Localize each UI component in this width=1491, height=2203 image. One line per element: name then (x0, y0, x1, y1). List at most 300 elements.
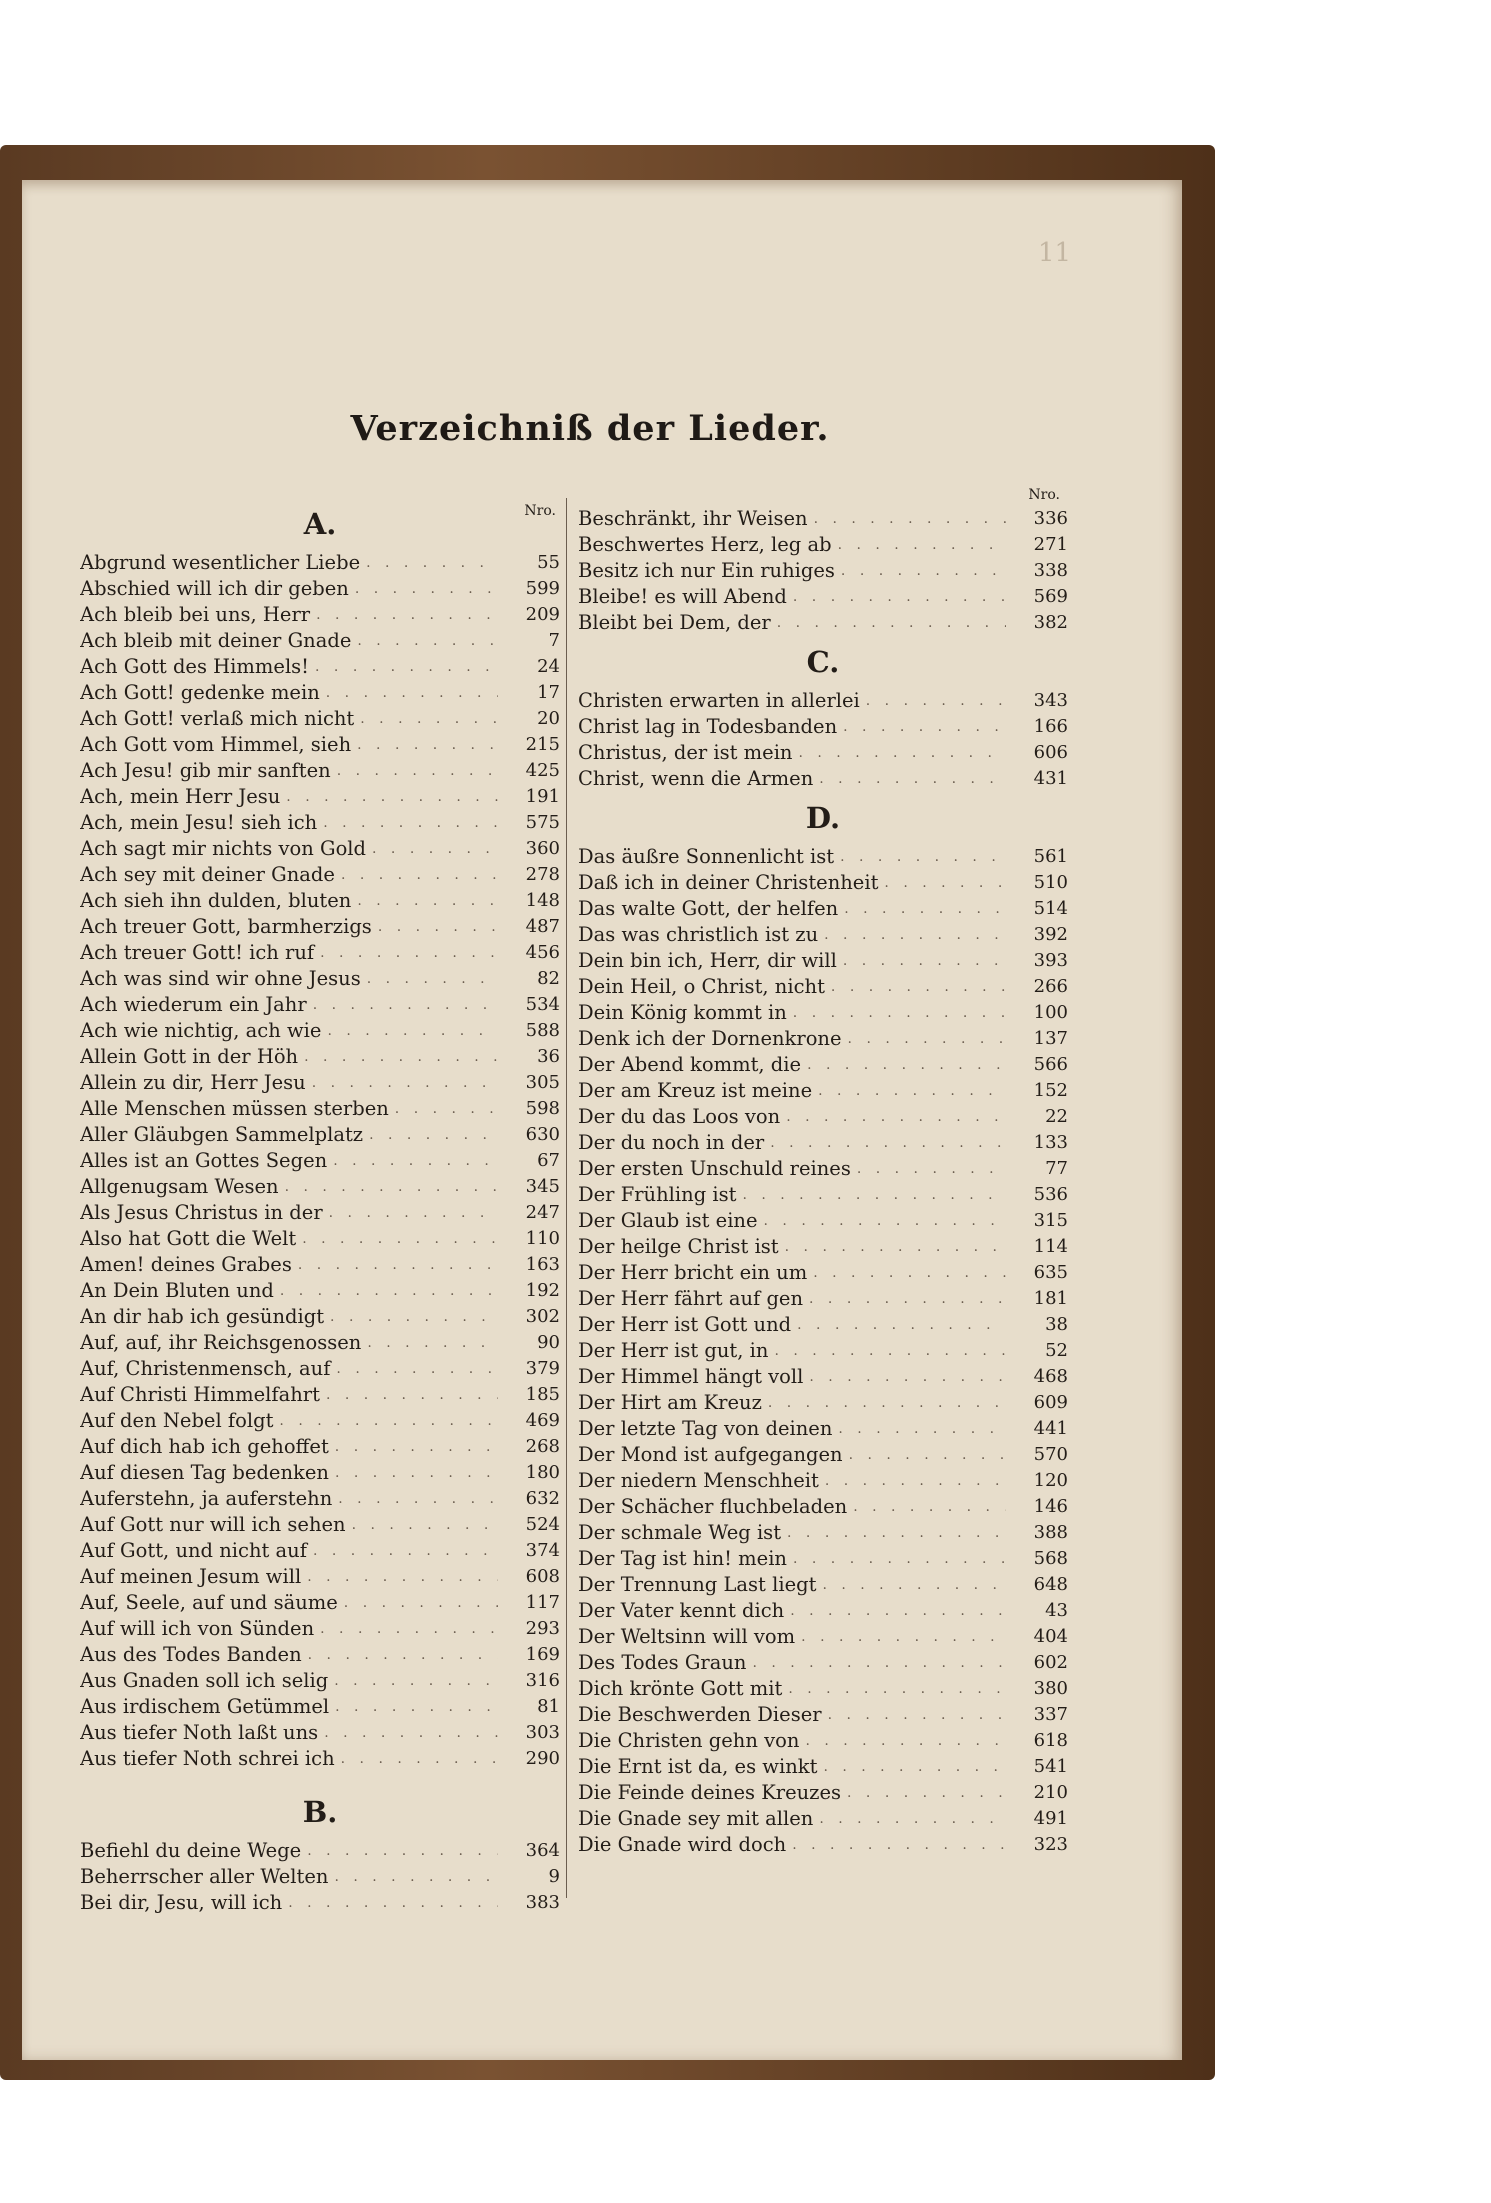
leader-dots (860, 688, 1006, 714)
hymn-number: 602 (1033, 1652, 1068, 1673)
hymn-number: 247 (525, 1202, 560, 1223)
hymn-number: 303 (525, 1722, 560, 1743)
index-entry (80, 1890, 560, 1916)
hymn-title: Der du noch in der (578, 1131, 765, 1154)
hymn-number: 404 (1033, 1626, 1068, 1647)
leader-dots (349, 576, 498, 602)
leader-dots (834, 844, 1006, 870)
hymn-number: 209 (525, 604, 560, 625)
index-entry (80, 1304, 560, 1330)
index-entry (80, 550, 560, 576)
hymn-number: 392 (1033, 924, 1068, 945)
hymn-title: Auf meinen Jesum will (80, 1565, 302, 1588)
leader-dots (321, 1018, 498, 1044)
hymn-title: Das walte Gott, der helfen (578, 897, 839, 920)
index-entry (80, 1200, 560, 1226)
hymn-number: 191 (525, 786, 560, 807)
hymn-number: 146 (1033, 1496, 1068, 1517)
leader-dots (346, 1512, 498, 1538)
index-entry (578, 506, 1068, 532)
hymn-title: Die Beschwerden Dieser (578, 1703, 822, 1726)
index-entry (80, 1018, 560, 1044)
hymn-number: 315 (1033, 1210, 1068, 1231)
leader-dots (360, 550, 498, 576)
hymn-title: Christus, der ist mein (578, 741, 793, 764)
leader-dots (795, 1624, 1006, 1650)
leader-dots (786, 1832, 1006, 1858)
index-entry (578, 1546, 1068, 1572)
hymn-number: 575 (525, 812, 560, 833)
hymn-title: An dir hab ich gesündigt (80, 1305, 325, 1328)
index-entry (578, 1234, 1068, 1260)
hymn-title: Ach Gott des Himmels! (80, 655, 310, 678)
index-entry (578, 1208, 1068, 1234)
hymn-title: Der Glaub ist eine (578, 1209, 758, 1232)
hymn-title: Aus irdischem Getümmel (80, 1695, 330, 1718)
hymn-title: Der letzte Tag von deinen (578, 1417, 833, 1440)
index-entry (578, 1026, 1068, 1052)
index-entry (80, 1434, 560, 1460)
hymn-title: Der Herr ist gut, in (578, 1339, 769, 1362)
hymn-title: Ach Gott! verlaß mich nicht (80, 707, 355, 730)
leader-dots (307, 992, 498, 1018)
hymn-number: 541 (1033, 1756, 1068, 1777)
hymn-title: Amen! deines Grabes (80, 1253, 292, 1276)
section-spacer (80, 1772, 560, 1786)
hymn-title: Der du das Loos von (578, 1105, 781, 1128)
hymn-title: Alle Menschen müssen sterben (80, 1097, 389, 1120)
hymn-title: Der heilge Christ ist (578, 1235, 779, 1258)
hymn-title: Abschied will ich dir geben (80, 577, 349, 600)
hymn-title: Die Gnade sey mit allen (578, 1807, 814, 1830)
index-column-left (80, 498, 560, 1916)
leader-dots (320, 680, 498, 706)
hymn-number: 510 (1033, 872, 1068, 893)
hymn-title: Ach sey mit deiner Gnade (80, 863, 335, 886)
index-entry (80, 706, 560, 732)
hymn-number: 380 (1033, 1678, 1068, 1699)
index-entry (80, 888, 560, 914)
hymn-title: Der Weltsinn will vom (578, 1625, 796, 1648)
section-letter: A. (303, 507, 337, 541)
hymn-number: 215 (525, 734, 560, 755)
hymn-number: 635 (1033, 1262, 1068, 1283)
section-letter: C. (806, 645, 840, 679)
leader-dots (851, 1156, 1006, 1182)
index-entry (80, 628, 560, 654)
leader-dots (338, 1590, 498, 1616)
hymn-title: Dein Heil, o Christ, nicht (578, 975, 825, 998)
hymn-title: Die Gnade wird doch (578, 1833, 787, 1856)
index-entry (80, 1408, 560, 1434)
hymn-number: 393 (1033, 950, 1068, 971)
hymn-title: Der ersten Unschuld reines (578, 1157, 851, 1180)
hymn-number: 338 (1033, 560, 1068, 581)
hymn-number: 360 (525, 838, 560, 859)
index-entry (80, 1694, 560, 1720)
hymn-number: 137 (1033, 1028, 1068, 1049)
leader-dots (335, 1746, 498, 1772)
column-divider (566, 498, 567, 1898)
hymn-title: Also hat Gott die Welt (80, 1227, 297, 1250)
hymn-title: Die Christen gehn von (578, 1729, 800, 1752)
hymn-number: 110 (525, 1228, 560, 1249)
hymn-title: Der Herr ist Gott und (578, 1313, 792, 1336)
leader-dots (366, 836, 498, 862)
leader-dots (781, 1520, 1006, 1546)
hymn-number: 293 (525, 1618, 560, 1639)
index-entry (80, 602, 560, 628)
index-entry (80, 1864, 560, 1890)
hymn-title: Ach, mein Jesu! sieh ich (80, 811, 318, 834)
leader-dots (803, 1286, 1006, 1312)
hymn-number: 77 (1045, 1158, 1068, 1179)
hymn-number: 271 (1033, 534, 1068, 555)
leader-dots (835, 558, 1006, 584)
hymn-number: 608 (525, 1566, 560, 1587)
hymn-title: Des Todes Graun (578, 1651, 747, 1674)
hymn-number: 536 (1033, 1184, 1068, 1205)
hymn-number: 598 (525, 1098, 560, 1119)
leader-dots (317, 810, 498, 836)
index-entry (80, 966, 560, 992)
index-entry (578, 1338, 1068, 1364)
leader-dots (787, 1546, 1006, 1572)
leader-dots (878, 870, 1006, 896)
hymn-title: Dein König kommt in (578, 1001, 787, 1024)
hymn-number: 379 (525, 1358, 560, 1379)
index-entry (578, 1832, 1068, 1858)
index-entry (578, 1494, 1068, 1520)
hymn-title: Aus tiefer Noth laßt uns (80, 1721, 319, 1744)
index-entry (578, 1390, 1068, 1416)
hymn-number: 38 (1045, 1314, 1068, 1335)
hymn-number: 618 (1033, 1730, 1068, 1751)
hymn-title: Beschränkt, ihr Weisen (578, 507, 808, 530)
index-entry (578, 1000, 1068, 1026)
hymn-number: 20 (537, 708, 560, 729)
leader-dots (812, 1078, 1006, 1104)
hymn-number: 630 (525, 1124, 560, 1145)
hymn-title: Das äußre Sonnenlicht ist (578, 845, 835, 868)
leader-dots (351, 888, 498, 914)
hymn-number: 337 (1033, 1704, 1068, 1725)
leader-dots (328, 1668, 498, 1694)
hymn-number: 570 (1033, 1444, 1068, 1465)
index-entry (578, 558, 1068, 584)
hymn-number: 17 (537, 682, 560, 703)
leader-dots (314, 1616, 498, 1642)
hymn-title: Ach sagt mir nichts von Gold (80, 837, 367, 860)
leader-dots (787, 1000, 1006, 1026)
hymn-title: Ach bleib bei uns, Herr (80, 603, 311, 626)
leader-dots (361, 966, 498, 992)
hymn-number: 632 (525, 1488, 560, 1509)
hymn-number: 606 (1033, 742, 1068, 763)
hymn-number: 36 (537, 1046, 560, 1067)
hymn-title: Auf Christi Himmelfahrt (80, 1383, 320, 1406)
hymn-title: Ach sieh ihn dulden, bluten (80, 889, 352, 912)
leader-dots (280, 784, 498, 810)
hymn-number: 114 (1033, 1236, 1068, 1257)
index-entry (578, 1624, 1068, 1650)
leader-dots (758, 1208, 1006, 1234)
section-letter-heading (80, 498, 560, 550)
section-letter-heading (578, 636, 1068, 688)
hymn-title: Der schmale Weg ist (578, 1521, 782, 1544)
hymn-title: Befiehl du deine Wege (80, 1839, 302, 1862)
hymn-title: Auf Gott nur will ich sehen (80, 1513, 346, 1536)
index-entry (80, 1486, 560, 1512)
hymn-number: 588 (525, 1020, 560, 1041)
leader-dots (784, 1598, 1006, 1624)
hymn-number: 599 (525, 578, 560, 599)
hymn-title: Beschwertes Herz, leg ab (578, 533, 832, 556)
leader-dots (372, 914, 498, 940)
hymn-number: 468 (1033, 1366, 1068, 1387)
hymn-title: Der Mond ist aufgegangen (578, 1443, 843, 1466)
index-entry (80, 836, 560, 862)
leader-dots (762, 1390, 1006, 1416)
leader-dots (320, 1382, 498, 1408)
leader-dots (736, 1182, 1006, 1208)
leader-dots (817, 1754, 1006, 1780)
hymn-title: Ach bleib mit deiner Gnade (80, 629, 352, 652)
hymn-title: Die Ernt ist da, es winkt (578, 1755, 818, 1778)
hymn-title: Der niedern Menschheit (578, 1469, 819, 1492)
hymn-number: 268 (525, 1436, 560, 1457)
index-entry (578, 766, 1068, 792)
leader-dots (818, 922, 1006, 948)
leader-dots (329, 1460, 498, 1486)
hymn-number: 180 (525, 1462, 560, 1483)
hymn-number: 120 (1033, 1470, 1068, 1491)
leader-dots (301, 1564, 498, 1590)
hymn-title: Der Hirt am Kreuz (578, 1391, 762, 1414)
index-entry (80, 1642, 560, 1668)
leader-dots (799, 1728, 1006, 1754)
index-entry (578, 1598, 1068, 1624)
hymn-title: Auf den Nebel folgt (80, 1409, 274, 1432)
index-entry (578, 532, 1068, 558)
hymn-title: Allein Gott in der Höh (80, 1045, 299, 1068)
hymn-title: Der Frühling ist (578, 1183, 737, 1206)
index-entry (578, 1780, 1068, 1806)
leader-dots (332, 1486, 498, 1512)
leader-dots (307, 1538, 498, 1564)
hymn-number: 648 (1033, 1574, 1068, 1595)
leader-dots (335, 862, 498, 888)
hymn-title: Ach wie nichtig, ach wie (80, 1019, 322, 1042)
leader-dots (351, 628, 498, 654)
index-entry (80, 1330, 560, 1356)
index-entry (80, 1616, 560, 1642)
leader-dots (314, 940, 498, 966)
hymn-title: Auf Gott, und nicht auf (80, 1539, 307, 1562)
index-entry (578, 584, 1068, 610)
hymn-number: 181 (1033, 1288, 1068, 1309)
hymn-number: 192 (525, 1280, 560, 1301)
hymn-number: 374 (525, 1540, 560, 1561)
section-letter: B. (302, 1795, 338, 1829)
index-entry (578, 1676, 1068, 1702)
index-entry (80, 1838, 560, 1864)
index-entry (80, 732, 560, 758)
hymn-number: 7 (548, 630, 560, 651)
hymn-title: Der Vater kennt dich (578, 1599, 785, 1622)
leader-dots (825, 974, 1006, 1000)
index-entry (578, 1416, 1068, 1442)
hymn-title: Daß ich in deiner Christenheit (578, 871, 879, 894)
index-entry (578, 688, 1068, 714)
leader-dots (282, 1890, 498, 1916)
hymn-number: 67 (537, 1150, 560, 1171)
index-entry (80, 1070, 560, 1096)
index-column-right (578, 484, 1068, 1858)
leader-dots (807, 1260, 1006, 1286)
index-entry (578, 922, 1068, 948)
hymn-title: Christen erwarten in allerlei (578, 689, 860, 712)
index-entry (80, 1252, 560, 1278)
hymn-number: 456 (525, 942, 560, 963)
hymn-number: 487 (525, 916, 560, 937)
hymn-title: Auf, Seele, auf und säume (80, 1591, 338, 1614)
leader-dots (746, 1650, 1006, 1676)
leader-dots (843, 1442, 1006, 1468)
hymn-title: Dein bin ich, Herr, dir will (578, 949, 837, 972)
hymn-title: Alles ist an Gottes Segen (80, 1149, 328, 1172)
hymn-title: Auf, Christenmensch, auf (80, 1357, 331, 1380)
faint-page-number: 11 (1038, 238, 1072, 268)
leader-dots (301, 1838, 498, 1864)
hymn-number: 561 (1033, 846, 1068, 867)
leader-dots (813, 766, 1006, 792)
leader-dots (764, 1130, 1006, 1156)
hymn-title: Besitz ich nur Ein ruhiges (578, 559, 835, 582)
hymn-number: 82 (537, 968, 560, 989)
hymn-number: 388 (1033, 1522, 1068, 1543)
index-entry (578, 948, 1068, 974)
leader-dots (318, 1720, 498, 1746)
hymn-number: 323 (1033, 1834, 1068, 1855)
hymn-number: 345 (525, 1176, 560, 1197)
index-entry (80, 1564, 560, 1590)
leader-dots (808, 506, 1006, 532)
hymn-title: Christ, wenn die Armen (578, 767, 814, 790)
leader-dots (361, 1330, 498, 1356)
index-entry (578, 1442, 1068, 1468)
hymn-number: 609 (1033, 1392, 1068, 1413)
hymn-number: 81 (537, 1696, 560, 1717)
hymn-number: 534 (525, 994, 560, 1015)
hymn-title: Beherrscher aller Welten (80, 1865, 329, 1888)
hymn-title: Auf diesen Tag bedenken (80, 1461, 329, 1484)
index-entry (578, 1754, 1068, 1780)
hymn-title: Der Trennung Last liegt (578, 1573, 817, 1596)
hymn-number: 166 (1033, 716, 1068, 737)
leader-dots (327, 1148, 498, 1174)
hymn-number: 100 (1033, 1002, 1068, 1023)
index-entry (80, 1148, 560, 1174)
index-entry (80, 810, 560, 836)
index-entry (80, 914, 560, 940)
index-entry (578, 1286, 1068, 1312)
hymn-title: Ach Gott vom Himmel, sieh (80, 733, 352, 756)
leader-dots (837, 714, 1006, 740)
leader-dots (292, 1252, 498, 1278)
index-entry (578, 1182, 1068, 1208)
index-entry (80, 654, 560, 680)
index-entry (578, 896, 1068, 922)
index-entry (80, 1044, 560, 1070)
hymn-title: Der Himmel hängt voll (578, 1365, 804, 1388)
hymn-number: 152 (1033, 1080, 1068, 1101)
index-entry (578, 1364, 1068, 1390)
index-entry (80, 1122, 560, 1148)
leader-dots (787, 584, 1006, 610)
hymn-title: Bleibe! es will Abend (578, 585, 787, 608)
hymn-number: 185 (525, 1384, 560, 1405)
index-entry (578, 1806, 1068, 1832)
index-entry (80, 1668, 560, 1694)
leader-dots (296, 1226, 498, 1252)
hymn-title: Abgrund wesentlicher Liebe (80, 551, 361, 574)
hymn-number: 441 (1033, 1418, 1068, 1439)
hymn-title: Christ lag in Todesbanden (578, 715, 838, 738)
hymn-number: 210 (1033, 1782, 1068, 1803)
index-entry (578, 1650, 1068, 1676)
leader-dots (363, 1122, 498, 1148)
hymn-title: Ach treuer Gott, barmherzigs (80, 915, 372, 938)
leader-dots (351, 732, 498, 758)
index-entry (578, 1104, 1068, 1130)
hymn-number: 266 (1033, 976, 1068, 997)
leader-dots (793, 740, 1007, 766)
leader-dots (780, 1104, 1006, 1130)
page-title: Verzeichniß der Lieder. (350, 408, 830, 449)
hymn-number: 163 (525, 1254, 560, 1275)
leader-dots (801, 1052, 1006, 1078)
index-entry (578, 1728, 1068, 1754)
hymn-number: 52 (1045, 1340, 1068, 1361)
leader-dots (816, 1572, 1006, 1598)
index-entry (578, 974, 1068, 1000)
hymn-number: 336 (1033, 508, 1068, 529)
index-entry (80, 784, 560, 810)
hymn-number: 383 (525, 1892, 560, 1913)
leader-dots (354, 706, 498, 732)
index-entry (80, 1174, 560, 1200)
leader-dots (832, 1416, 1006, 1442)
index-entry (578, 1078, 1068, 1104)
index-entry (80, 680, 560, 706)
hymn-number: 9 (548, 1866, 560, 1887)
index-entry (80, 1382, 560, 1408)
index-entry (578, 1156, 1068, 1182)
leader-dots (274, 1278, 498, 1304)
hymn-title: Aus des Todes Banden (80, 1643, 302, 1666)
index-entry (578, 844, 1068, 870)
hymn-number: 305 (525, 1072, 560, 1093)
index-entry (80, 1746, 560, 1772)
hymn-number: 469 (525, 1410, 560, 1431)
hymn-title: Der Herr fährt auf gen (578, 1287, 804, 1310)
index-entry (578, 1520, 1068, 1546)
hymn-title: Ach wiederum ein Jahr (80, 993, 307, 1016)
index-entry (80, 1512, 560, 1538)
section-letter-heading (578, 792, 1068, 844)
leader-dots (847, 1494, 1006, 1520)
